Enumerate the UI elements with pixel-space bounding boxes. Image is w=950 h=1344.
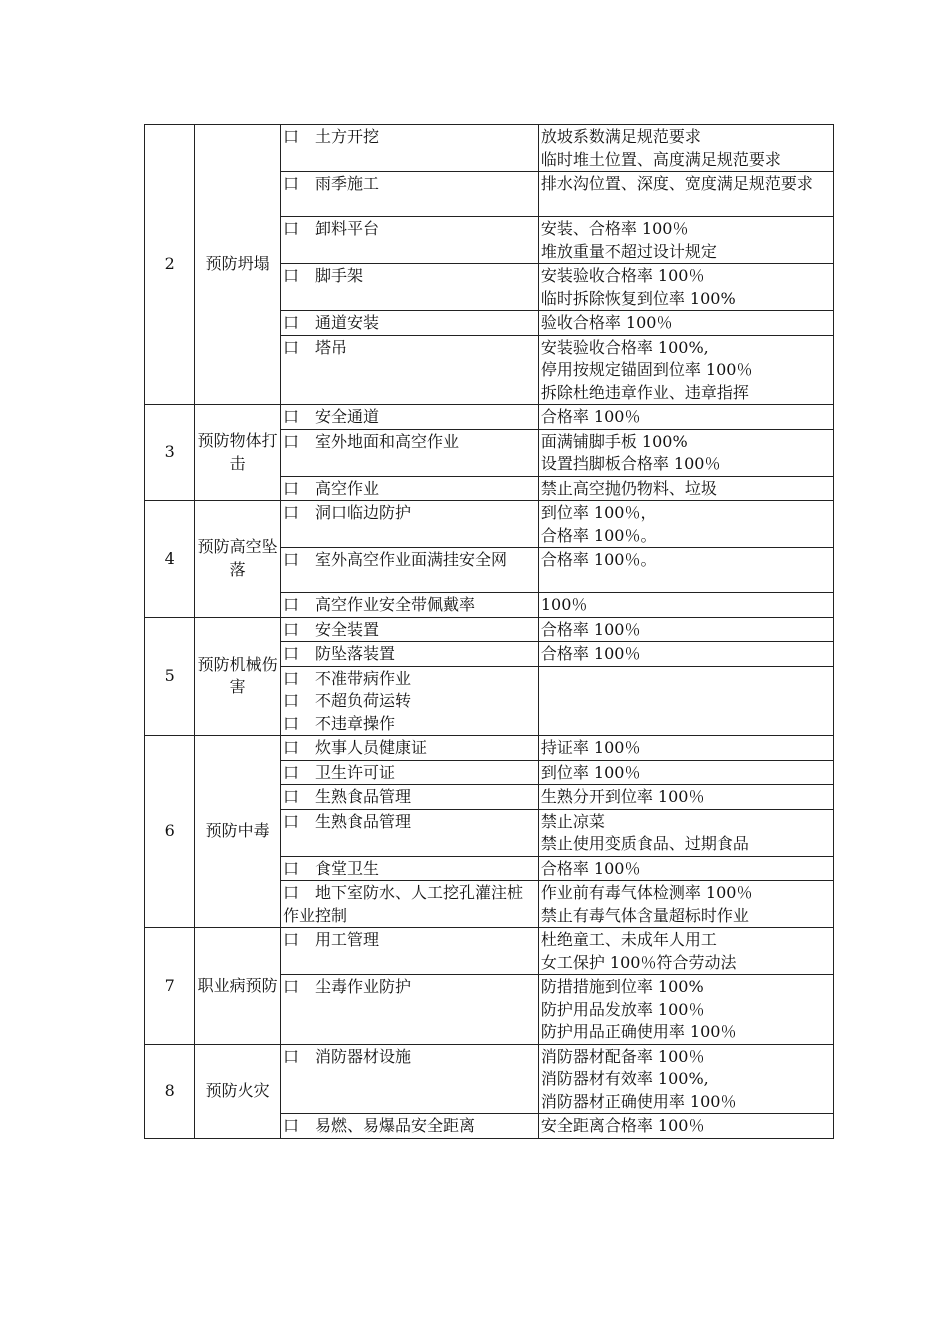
check-item-cell — [280, 760, 538, 785]
group-number: 7 — [145, 928, 195, 1045]
check-item-cell — [280, 335, 538, 405]
standard-text: 临时堆土位置、高度满足规范要求 — [540, 149, 781, 169]
standard-cell — [538, 1044, 833, 1114]
standard-cell — [538, 666, 833, 736]
check-item: 口 安全装置 — [282, 619, 379, 639]
check-item-cell — [280, 928, 538, 975]
table-body — [145, 125, 834, 1139]
check-item-cell — [280, 172, 538, 217]
check-item-cell — [280, 1114, 538, 1139]
standard-cell — [538, 125, 833, 172]
standard-text: 合格率 100％。 — [540, 525, 657, 545]
check-item-cell — [280, 125, 538, 172]
standard-text: 安装、合格率 100％ — [540, 219, 689, 238]
standard-text: 女工保护 100％符合劳动法 — [540, 952, 737, 972]
standard-text: 设置挡脚板合格率 100％ — [540, 454, 721, 473]
standard-cell — [538, 593, 833, 618]
check-item-cell — [280, 975, 538, 1045]
group-category: 预防中毒 — [195, 736, 281, 928]
standard-text: 消防器材有效率 100%, — [540, 1069, 709, 1088]
standard-text: 防护用品正确使用率 100％ — [540, 1022, 737, 1041]
standard-text: 持证率 100％ — [540, 738, 641, 757]
table-row — [145, 125, 834, 172]
group-number: 3 — [145, 405, 195, 501]
standard-cell — [538, 928, 833, 975]
standard-cell — [538, 785, 833, 810]
check-item: 口 地下室防水、人工挖孔灌注桩作业控制 — [282, 883, 523, 925]
standard-text: 合格率 100％ — [540, 407, 641, 426]
standard-text: 消防器材正确使用率 100％ — [540, 1091, 737, 1111]
check-item: 口 卸料平台 — [282, 219, 379, 238]
check-item: 口 高空作业安全带佩戴率 — [282, 595, 475, 614]
check-item: 口 食堂卫生 — [282, 858, 379, 878]
check-item: 口 防坠落装置 — [282, 644, 395, 663]
check-item: 口 生熟食品管理 — [282, 811, 411, 831]
check-item-cell — [280, 785, 538, 810]
standard-cell — [538, 172, 833, 217]
standard-cell — [538, 429, 833, 476]
standard-cell — [538, 642, 833, 667]
standard-text: 临时拆除恢复到位率 100% — [540, 288, 736, 308]
check-item: 口 脚手架 — [282, 266, 363, 285]
check-item: 口 炊事人员健康证 — [282, 738, 427, 757]
standard-cell — [538, 856, 833, 881]
check-item: 口 易燃、易爆品安全距离 — [282, 1116, 475, 1135]
check-item: 口 安全通道 — [282, 407, 379, 426]
check-item-cell — [280, 617, 538, 642]
check-item: 口 塔吊 — [282, 337, 347, 357]
standard-cell — [538, 501, 833, 548]
standard-text: 防护用品发放率 100％ — [540, 999, 705, 1019]
table-row — [145, 928, 834, 975]
standard-text: 安装验收合格率 100％ — [540, 266, 705, 285]
standard-cell — [538, 311, 833, 336]
group-category: 预防坍塌 — [195, 125, 281, 405]
check-item: 口 室外地面和高空作业 — [282, 431, 459, 451]
standard-cell — [538, 975, 833, 1045]
check-item: 口 雨季施工 — [282, 174, 379, 193]
standard-cell — [538, 881, 833, 928]
check-item: 口 通道安装 — [282, 313, 379, 332]
standard-text: 100％ — [540, 595, 588, 614]
check-item: 口 土方开挖 — [282, 127, 379, 146]
standard-text: 合格率 100％。 — [540, 550, 657, 569]
check-item-cell — [280, 476, 538, 501]
table-row — [145, 1044, 834, 1114]
standard-cell — [538, 760, 833, 785]
check-item: 口 消防器材设施 — [282, 1046, 411, 1066]
check-item: 口 生熟食品管理 — [282, 787, 411, 806]
standard-text: 堆放重量不超过设计规定 — [540, 241, 717, 261]
group-number: 8 — [145, 1044, 195, 1138]
check-item-cell — [280, 311, 538, 336]
standard-text: 拆除杜绝违章作业、违章指挥 — [540, 382, 749, 402]
check-item-cell — [280, 429, 538, 476]
standard-text: 排水沟位置、深度、宽度满足规范要求 — [540, 174, 813, 193]
group-category: 职业病预防 — [195, 928, 281, 1045]
check-item-cell — [280, 809, 538, 856]
standard-text: 合格率 100％ — [540, 644, 641, 663]
standard-cell — [538, 335, 833, 405]
check-item-cell — [280, 642, 538, 667]
group-number: 6 — [145, 736, 195, 928]
standard-cell — [538, 617, 833, 642]
table-row — [145, 736, 834, 761]
standard-text: 到位率 100％ — [540, 762, 641, 782]
check-item: 口 高空作业 — [282, 478, 379, 498]
standard-text: 杜绝童工、未成年人用工 — [540, 930, 717, 949]
standard-text: 禁止高空抛仍物料、垃圾 — [540, 478, 717, 498]
check-item-cell — [280, 1044, 538, 1114]
standard-text: 面满铺脚手板 100% — [540, 431, 688, 451]
standard-cell — [538, 809, 833, 856]
group-category: 预防高空坠落 — [195, 501, 281, 618]
table-row — [145, 501, 834, 548]
group-category: 预防机械伤害 — [195, 617, 281, 736]
standard-text: 到位率 100％， — [540, 503, 657, 522]
check-item: 口 不超负荷运转 — [282, 691, 411, 710]
standard-text: 作业前有毒气体检测率 100％ — [540, 883, 753, 902]
check-item-cell — [280, 217, 538, 264]
standard-text: 禁止有毒气体含量超标时作业 — [540, 905, 749, 925]
check-item-cell — [280, 736, 538, 761]
standard-text: 消防器材配备率 100％ — [540, 1046, 705, 1066]
standard-text: 安装验收合格率 100%, — [540, 337, 709, 357]
standard-text: 防措措施到位率 100% — [540, 977, 704, 996]
standard-text: 合格率 100％ — [540, 619, 641, 639]
check-item: 口 不准带病作业 — [282, 668, 411, 688]
check-item-cell — [280, 548, 538, 593]
standard-text: 放坡系数满足规范要求 — [540, 127, 701, 146]
standard-text: 合格率 100％ — [540, 858, 641, 878]
check-item: 口 用工管理 — [282, 930, 379, 949]
standard-cell — [538, 548, 833, 593]
table-row — [145, 405, 834, 430]
check-item-cell — [280, 405, 538, 430]
standard-text: 验收合格率 100％ — [540, 313, 673, 332]
standard-text: 停用按规定锚固到位率 100％ — [540, 360, 753, 379]
group-category: 预防物体打击 — [195, 405, 281, 501]
check-item-cell — [280, 856, 538, 881]
check-item-cell — [280, 501, 538, 548]
check-item: 口 室外高空作业面满挂安全网 — [282, 550, 507, 569]
check-item-cell — [280, 666, 538, 736]
standard-text: 禁止使用变质食品、过期食品 — [540, 834, 749, 853]
table-row — [145, 617, 834, 642]
check-item-cell — [280, 881, 538, 928]
check-item-cell — [280, 264, 538, 311]
standard-cell — [538, 476, 833, 501]
group-number: 2 — [145, 125, 195, 405]
standard-cell — [538, 217, 833, 264]
check-item: 口 不违章操作 — [282, 713, 395, 733]
check-item: 口 洞口临边防护 — [282, 503, 411, 522]
group-number: 4 — [145, 501, 195, 618]
standard-cell — [538, 264, 833, 311]
standard-text: 安全距离合格率 100％ — [540, 1116, 705, 1135]
safety-measures-table — [144, 124, 834, 1139]
standard-text: 生熟分开到位率 100％ — [540, 787, 705, 806]
standard-cell — [538, 405, 833, 430]
group-category: 预防火灾 — [195, 1044, 281, 1138]
check-item: 口 卫生许可证 — [282, 762, 395, 782]
group-number: 5 — [145, 617, 195, 736]
standard-text: 禁止凉菜 — [540, 811, 605, 831]
standard-cell — [538, 736, 833, 761]
check-item: 口 尘毒作业防护 — [282, 977, 411, 996]
standard-cell — [538, 1114, 833, 1139]
check-item-cell — [280, 593, 538, 618]
